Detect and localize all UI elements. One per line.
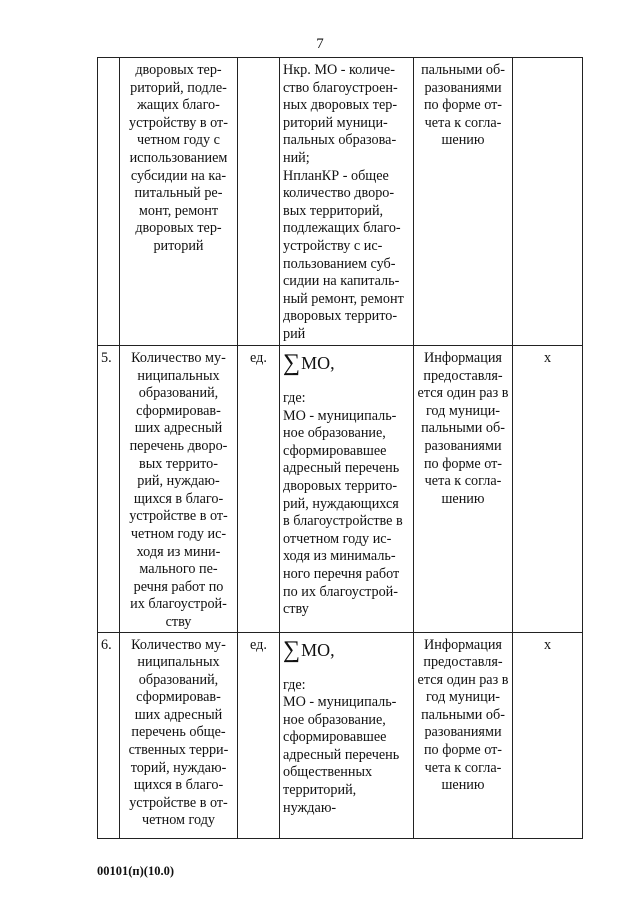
source-cell: Информация предоставля- ется один раз в год муници- пальными об- разованиями по форме от- чета к согла- шению — [414, 346, 513, 633]
indicator-table — [97, 57, 583, 839]
formula-cell — [280, 58, 414, 346]
extra-cell: х — [513, 346, 583, 633]
sum-sigma-icon: ∑ — [283, 636, 301, 663]
formula-variable: МО, — [301, 353, 335, 373]
formula-expression — [283, 637, 410, 663]
formula-variable: МО, — [301, 639, 335, 660]
formula-expression — [283, 350, 410, 376]
formula-cell — [280, 346, 414, 633]
extra-cell: х — [513, 632, 583, 838]
row-number — [98, 58, 120, 346]
unit-cell — [238, 58, 280, 346]
indicator-name: Количество му- ниципальных образований, сформировав- ших адресный перечень обще- ственных терри- торий, нуждаю- щихся в благо- устройстве в от- четном году — [120, 632, 238, 838]
unit-cell: ед. — [238, 346, 280, 633]
indicator-name: Количество му- ниципальных образований, сформировав- ших адресный перечень дворо- вых террито- рий, нуждаю- щихся в благо- устройстве в от- четном году ис- ходя из мини- мального пе- речня работ по их благоустрой- ству — [120, 346, 238, 633]
source-cell: Информация предоставля- ется один раз в год муници- пальными об- разованиями по форме от- чета к согла- шению — [414, 632, 513, 838]
source-cell: пальными об- разованиями по форме от- чета к согла- шению — [414, 58, 513, 346]
extra-cell — [513, 58, 583, 346]
table-row — [98, 346, 583, 633]
footer-code: 00101(п)(10.0) — [97, 864, 174, 878]
formula-description: где: МО - муниципаль- ное образование, сформировавшее адресный перечень общественных территорий, нуждаю- — [283, 676, 400, 816]
table-row — [98, 58, 583, 346]
table-row — [98, 632, 583, 838]
unit-cell: ед. — [238, 632, 280, 838]
formula-description: Нкр. МО - количе- ство благоустроен- ных дворовых тер- риторий муници- пальных образова- ний; НпланКР - общее количество дворо- вых территорий, подлежащих благо- устройству с ис- пользованием суб- сидии на капиталь- ный ремонт, ремонт дворовых террито- рий — [283, 62, 404, 342]
page-number: 7 — [316, 36, 324, 52]
indicator-name: дворовых тер- риторий, подле- жащих благо- устройству в от- четном году с использованием субсидии на ка- питальный ре- монт, ремонт дворовых тер- риторий — [120, 58, 238, 346]
formula-description: где: МО - муниципаль- ное образование, сформировавшее адресный перечень дворовых террито- рий, нуждающихся в благоустройстве в отчетном году ис- ходя из минималь- ного перечня работ по их благоустрой- ству — [283, 390, 403, 618]
row-number: 6. — [98, 632, 120, 838]
formula-cell — [280, 632, 414, 838]
row-number: 5. — [98, 346, 120, 633]
sum-sigma-icon: ∑ — [283, 350, 301, 376]
